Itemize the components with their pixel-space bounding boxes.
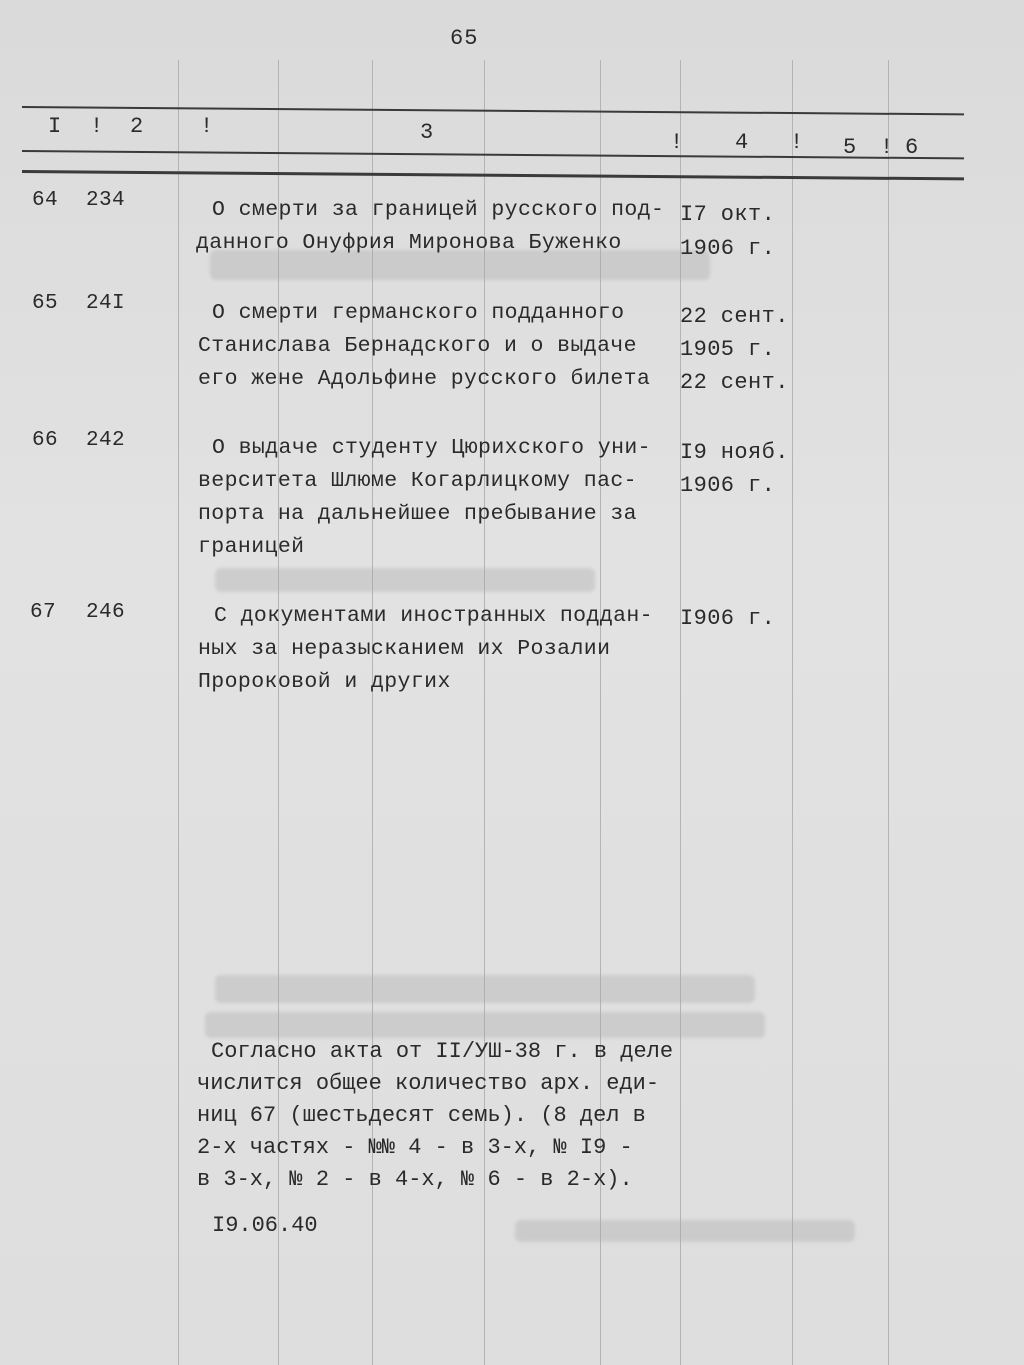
row-date-line: 22 сент. [680, 304, 789, 329]
page-number: 65 [450, 26, 479, 51]
certification-line: ниц 67 (шестьдесят семь). (8 дел в [197, 1103, 646, 1128]
row-date-line: I9 нояб. [680, 440, 789, 465]
header-col-1: I [48, 114, 62, 139]
signature-date: I9.06.40 [212, 1213, 318, 1238]
header-top-rule [22, 106, 964, 115]
header-separator: ! [200, 114, 214, 139]
bleed-through-shadow [215, 568, 595, 592]
column-rule [178, 60, 179, 1365]
certification-line: числится общее количество арх. еди- [197, 1071, 660, 1096]
row-date-line: 1906 г. [680, 236, 776, 261]
row-number: 64 [32, 189, 59, 212]
header-col-6: 6 [905, 135, 919, 160]
bleed-through-shadow [205, 1012, 765, 1038]
header-separator: ! [790, 130, 804, 155]
row-date-line: 1906 г. [680, 473, 776, 498]
header-separator: ! [90, 114, 104, 139]
column-rule [888, 60, 889, 1365]
header-col-5: 5 [843, 135, 857, 160]
row-date-line: 22 сент. [680, 370, 789, 395]
row-description-line: границей [198, 535, 305, 559]
row-date-line: I7 окт. [680, 202, 776, 227]
row-file-id: 234 [86, 189, 126, 212]
row-file-id: 246 [86, 601, 126, 624]
header-col-4: 4 [735, 130, 749, 155]
header-separator: ! [880, 135, 894, 160]
row-description-line: верситета Шлюме Когарлицкому пас- [198, 469, 637, 493]
row-number: 67 [30, 601, 57, 624]
certification-line: в 3-х, № 2 - в 4-х, № 6 - в 2-х). [197, 1167, 633, 1192]
row-file-id: 24I [86, 292, 126, 315]
row-description-line: данного Онуфрия Миронова Буженко [196, 231, 622, 255]
header-mid-rule [22, 150, 964, 159]
row-number: 66 [32, 429, 59, 452]
row-date-line: 1905 г. [680, 337, 776, 362]
certification-line: 2-х частях - №№ 4 - в 3-х, № I9 - [197, 1135, 633, 1160]
row-date-line: I906 г. [680, 606, 776, 631]
row-description-line: Станислава Бернадского и о выдаче [198, 334, 637, 358]
row-description-line: порта на дальнейшее пребывание за [198, 502, 637, 526]
header-col-3: 3 [420, 120, 434, 145]
row-number: 65 [32, 292, 59, 315]
certification-line: Согласно акта от II/УШ-38 г. в деле [211, 1039, 674, 1064]
row-description-line: О смерти германского подданного [212, 301, 625, 325]
header-separator: ! [670, 130, 684, 155]
row-description-line: О выдаче студенту Цюрихского уни- [212, 436, 651, 460]
header-col-2: 2 [130, 114, 144, 139]
row-description-line: ных за неразысканием их Розалии [198, 637, 611, 661]
row-file-id: 242 [86, 429, 126, 452]
certification-note [197, 1036, 673, 1196]
column-rule [792, 60, 793, 1365]
row-description-line: Пророковой и других [198, 670, 451, 694]
row-description-line: его жене Адольфине русского билета [198, 367, 651, 391]
row-description-line: О смерти за границей русского под- [212, 198, 665, 222]
row-description-line: С документами иностранных поддан- [214, 604, 653, 628]
bleed-through-shadow [215, 975, 755, 1003]
header-bottom-rule [22, 170, 964, 180]
bleed-through-shadow [515, 1220, 855, 1242]
